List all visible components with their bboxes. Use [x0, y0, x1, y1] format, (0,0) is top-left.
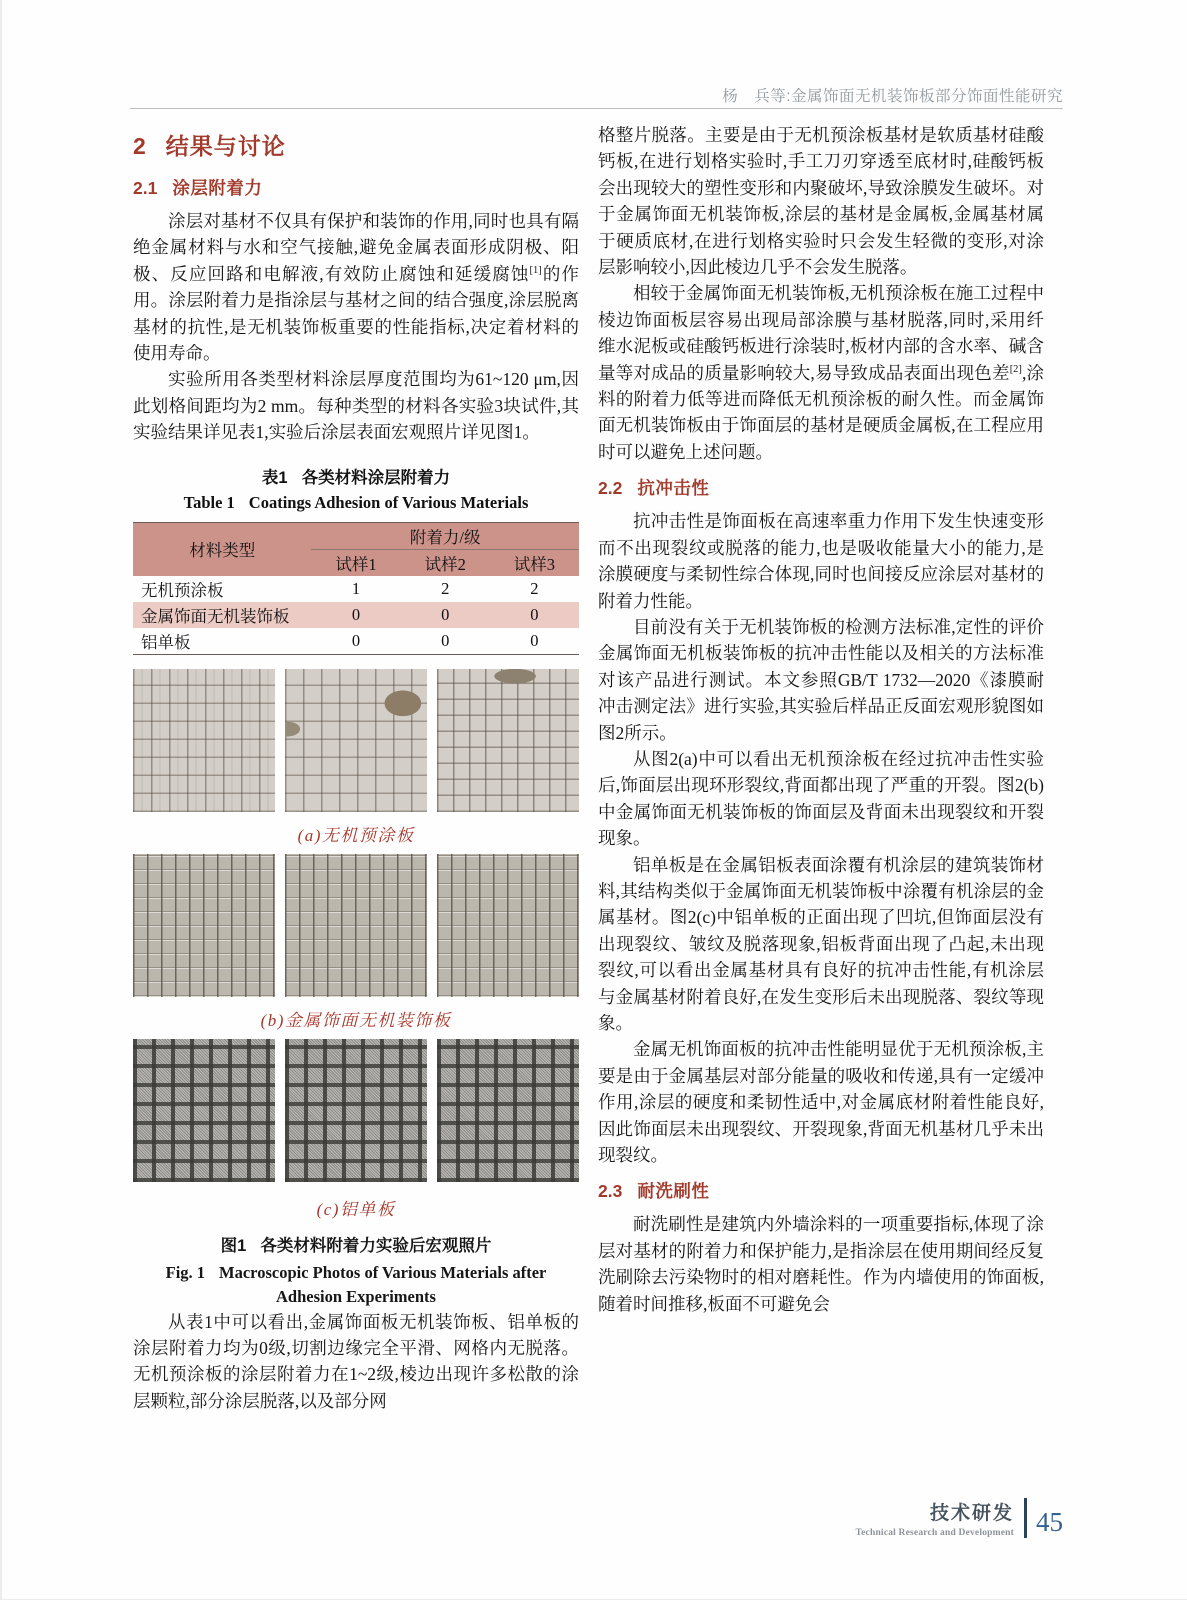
figure1-subcaption-c: (c)铝单板	[316, 1199, 396, 1219]
table-header-material: 材料类型	[133, 522, 311, 576]
paragraph: 耐洗刷性是建筑内外墙涂料的一项重要指标,体现了涂层对基材的附着力和保护能力,是指涂层在使用期间经反复洗刷除去污染物时的相对磨耗性。作为内墙使用的饰面板,随着时间推移,板面不可避免会	[598, 1214, 1044, 1314]
table-row	[133, 628, 579, 655]
table-cell-material: 无机预涂板	[141, 580, 224, 600]
figure1-label-en: Fig. 1	[165, 1262, 206, 1282]
photo-metal-faced-board-1	[133, 854, 275, 997]
figure1-label-cn: 图1	[220, 1236, 247, 1255]
table1-caption	[133, 464, 579, 513]
figure1-text-cn: 各类材料附着力实验后宏观照片	[260, 1236, 492, 1255]
paragraph: 格整片脱落。主要是由于无机预涂板基材是软质基材硅酸钙板,在进行划格实验时,手工刀刃穿透至底材时,硅酸钙板会出现较大的塑性变形和内聚破坏,导致涂膜发生破坏。对于金属饰面无机装饰板,涂层的基材是金属板,金属基材属于硬质底材,在进行划格实验时只会发生轻微的变形,对涂层影响较小,因此棱边几乎不会发生脱落。	[598, 125, 1044, 278]
table-cell-value: 2	[441, 578, 450, 598]
table-cell-value: 0	[351, 630, 361, 650]
section-heading-2-1	[133, 175, 579, 200]
header-rule	[130, 108, 1063, 109]
footer-section	[855, 1498, 1014, 1538]
section-heading-2	[133, 128, 579, 161]
paragraph-text: 的作用。涂层附着力是指涂层与基材之间的结合强度,涂层脱离基材的抗性,是无机装饰板重要的性能指标,决定着材料的使用寿命。	[133, 263, 580, 364]
paragraph: 从表1中可以看出,金属饰面板无机装饰板、铝单板的涂层附着力均为0级,切割边缘完全平滑、网格内无脱落。无机预涂板的涂层附着力在1~2级,棱边出现许多松散的涂层颗粒,部分涂层脱落,以及部分网	[133, 1311, 579, 1411]
photo-aluminum-panel-3	[437, 1039, 579, 1182]
figure1-caption-en	[133, 1261, 579, 1309]
paragraph	[598, 280, 1044, 465]
section-number: 2.2	[598, 478, 623, 499]
citation-ref-1: [1]	[529, 264, 542, 276]
table1-label-en: Table 1	[183, 492, 235, 512]
figure1-caption-en-line1	[133, 1261, 579, 1285]
paragraph: 抗冲击性是饰面板在高速率重力作用下发生快速变形而不出现裂纹或脱落的能力,也是吸收能量大小的能力,是涂膜硬度与柔韧性综合体现,同时也间接反应涂层对基材的附着力性能。	[598, 511, 1044, 611]
section-title: 耐洗刷性	[637, 1181, 710, 1202]
table-header-adhesion: 附着力/级	[311, 522, 579, 549]
table-cell-material: 金属饰面无机装饰板	[133, 602, 311, 628]
paragraph: 实验所用各类型材料涂层厚度范围均为61~120 μm,因此划格间距均为2 mm。每种类型的材料各实验3块试件,其实验结果详见表1,实验后涂层表面宏观照片详见图1。	[133, 369, 579, 443]
figure1-subcaption-a: (a)无机预涂板	[297, 825, 415, 845]
paragraph: 从图2(a)中可以看出无机预涂板在经过抗冲击性实验后,饰面层出现环形裂纹,背面都出现了严重的开裂。图2(b)中金属饰面无机装饰板的饰面层及背面未出现裂纹和开裂现象。	[598, 748, 1044, 849]
table-cell-value: 0	[490, 602, 579, 628]
table-cell-value: 1	[351, 578, 361, 598]
page-footer	[855, 1498, 1063, 1538]
photo-aluminum-panel-1	[133, 1039, 275, 1182]
figure1-subcaption-b: (b)金属饰面无机装饰板	[260, 1010, 452, 1030]
paragraph-text: ,涂料的附着力低等进而降低无机预涂板的耐久性。而金属饰面无机装饰板由于饰面层的基材是硬质金属板,在工程应用时可以避免上述问题。	[598, 362, 1045, 462]
table-row-highlighted	[133, 602, 579, 628]
photo-aluminum-panel-2	[285, 1039, 427, 1182]
photo-metal-faced-board-2	[285, 854, 427, 997]
table-header-sample1: 试样1	[311, 549, 400, 576]
table-cell-value: 2	[530, 578, 539, 598]
citation-ref-2: [2]	[1009, 363, 1022, 375]
section-heading-2-3	[598, 1178, 1044, 1203]
figure1-photo-row-b	[133, 854, 579, 997]
table1-caption-en	[133, 493, 579, 513]
left-column	[133, 122, 579, 1414]
table-cell-material: 铝单板	[141, 632, 191, 652]
figure1-caption-cn	[133, 1232, 579, 1256]
figure1-photo-row-a	[133, 669, 579, 812]
table1-label-cn: 表1	[261, 468, 288, 487]
section-heading-2-2	[598, 475, 1044, 500]
section-number: 2	[133, 133, 146, 159]
figure1-caption	[133, 1232, 579, 1309]
figure1-text-en: Macroscopic Photos of Various Materials after	[219, 1262, 547, 1282]
photo-inorganic-precoated-3	[437, 669, 579, 812]
section-title: 涂层附着力	[172, 178, 263, 198]
section-number: 2.1	[133, 178, 158, 198]
figure1-caption-en-line2: Adhesion Experiments	[276, 1286, 436, 1306]
paragraph-text: 涂层对基材不仅具有保护和装饰的作用,同时也具有隔绝金属材料与水和空气接触,避免金属表面形成阴极、阳极、反应回路和电解液,有效防止腐蚀和延缓腐蚀	[133, 211, 579, 284]
table1-caption-cn	[133, 464, 579, 488]
right-column	[598, 122, 1044, 1317]
table-header-sample3: 试样3	[490, 549, 579, 576]
footer-section-en: Technical Research and Development	[855, 1528, 1014, 1538]
table-header-sample2: 试样2	[401, 549, 490, 576]
photo-inorganic-precoated-2	[285, 669, 427, 812]
figure1-photo-row-c	[133, 1039, 579, 1182]
section-title: 结果与讨论	[165, 133, 286, 159]
running-head: 杨 兵等:金属饰面无机装饰板部分饰面性能研究	[722, 88, 1063, 105]
table1	[133, 522, 579, 655]
table-cell-value: 0	[530, 630, 539, 650]
photo-inorganic-precoated-1	[133, 669, 275, 812]
table1-text-en: Coatings Adhesion of Various Materials	[248, 492, 529, 512]
page-number: 45	[1036, 1506, 1063, 1537]
table-cell-value: 0	[401, 602, 490, 628]
paragraph	[133, 208, 579, 366]
section-number: 2.3	[598, 1181, 623, 1202]
section-title: 抗冲击性	[637, 478, 710, 499]
paragraph: 目前没有关于无机装饰板的检测方法标准,定性的评价金属饰面无机板装饰板的抗冲击性能以及相关的方法标准对该产品进行测试。本文参照GB/T 1732—2020《漆膜耐冲击测定法》进行实验,其实验后样品正反面宏观形貌图如图2所示。	[598, 616, 1044, 743]
photo-metal-faced-board-3	[437, 854, 579, 997]
table-row	[133, 576, 579, 602]
table-cell-value: 0	[441, 630, 450, 650]
paragraph-text: 相较于金属饰面无机装饰板,无机预涂板在施工过程中棱边饰面板层容易出现局部涂膜与基材脱落,同时,采用纤维水泥板或硅酸钙板进行涂装时,板材内部的含水率、碱含量等对成品的质量影响较大,易导致成品表面出现色差	[598, 283, 1044, 383]
table-cell-value: 0	[311, 602, 400, 628]
table1-text-cn: 各类材料涂层附着力	[301, 468, 451, 487]
paragraph: 金属无机饰面板的抗冲击性能明显优于无机预涂板,主要是由于金属基层对部分能量的吸收和传递,具有一定缓冲作用,涂层的硬度和柔韧性适中,对金属底材附着性能良好,因此饰面层未出现裂纹、开裂现象,背面无机基材几乎未出现裂纹。	[598, 1039, 1044, 1166]
footer-divider-bar	[1024, 1498, 1027, 1538]
footer-section-cn: 技术研发	[929, 1503, 1014, 1524]
paragraph: 铝单板是在金属铝板表面涂覆有机涂层的建筑装饰材料,其结构类似于金属饰面无机装饰板中涂覆有机涂层的金属基材。图2(c)中铝单板的正面出现了凹坑,但饰面层没有出现裂纹、皱纹及脱落现象,铝板背面出现了凸起,未出现裂纹,可以看出金属基材具有良好的抗冲击性能,有机涂层与金属基材附着良好,在发生变形后未出现脱落、裂纹等现象。	[598, 854, 1044, 1033]
table-header-row	[133, 522, 579, 549]
